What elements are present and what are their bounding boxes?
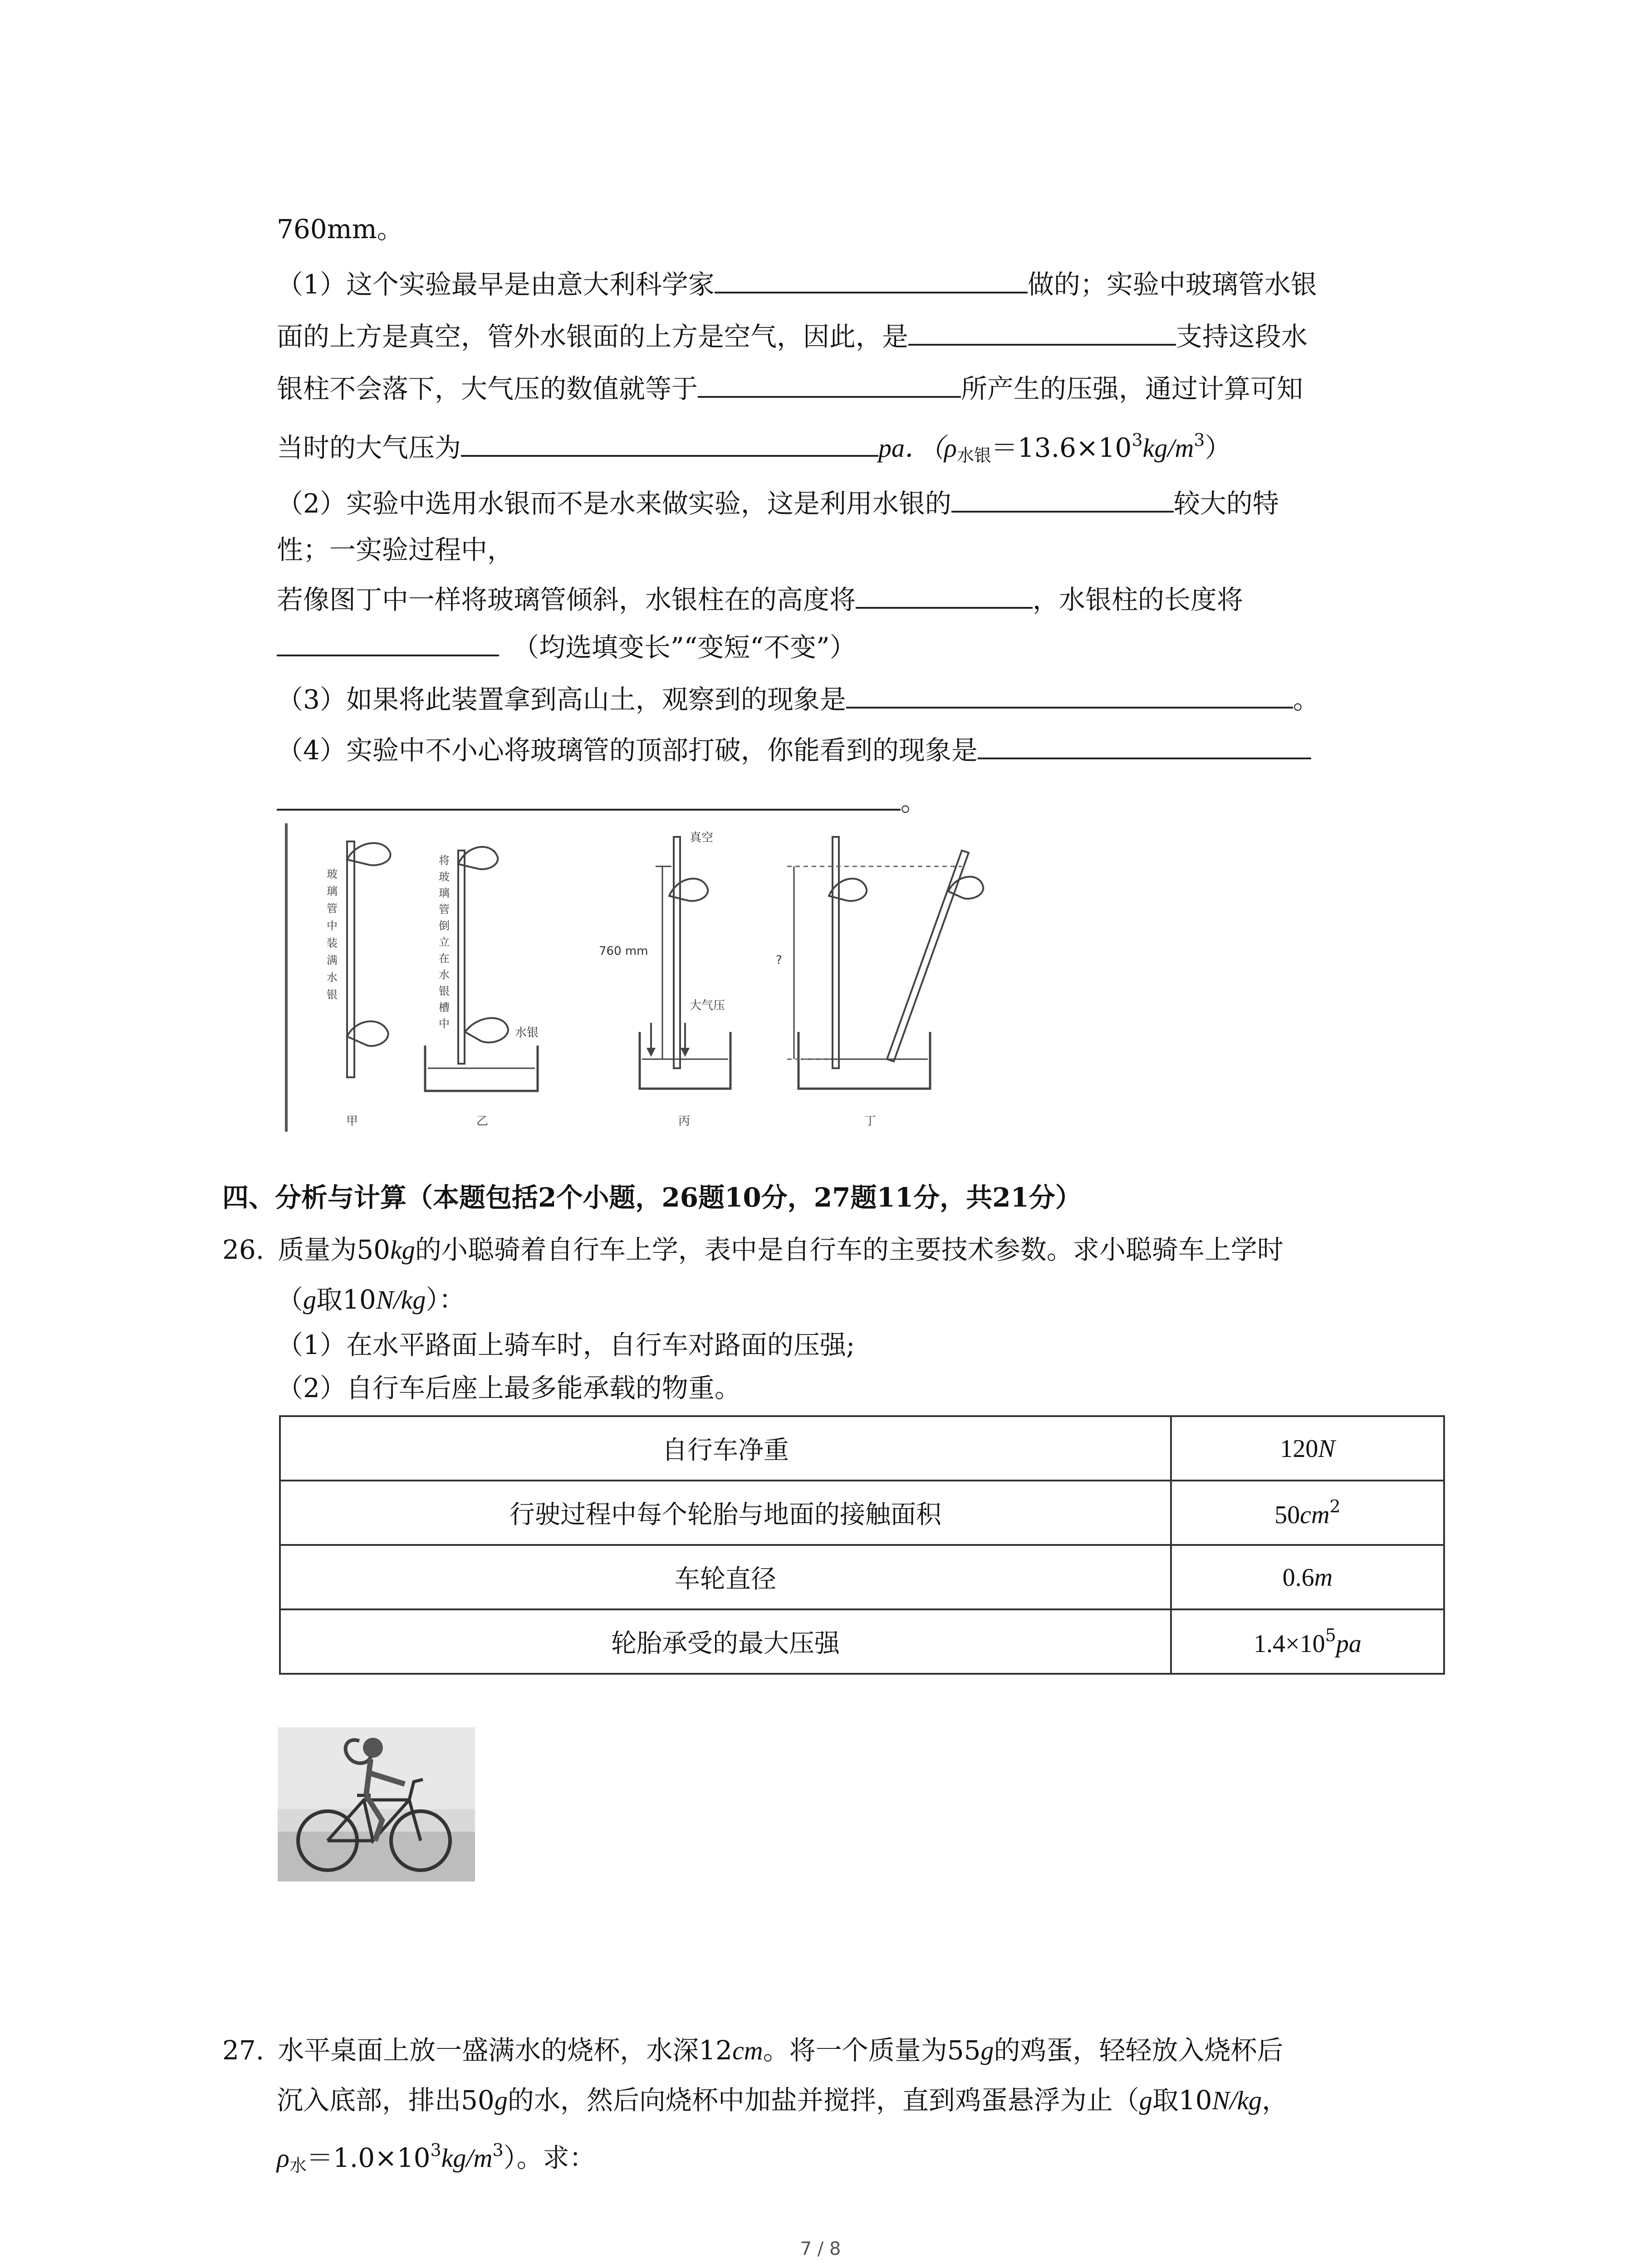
text: （3）如果将此装置拿到高山土，观察到的现象是	[277, 684, 846, 715]
text: 水平桌面上放一盛满水的烧杯，水深12	[278, 2035, 733, 2066]
superscript: 3	[492, 2140, 504, 2160]
text: 做的；实验中玻璃管水银	[1027, 269, 1317, 300]
answer-blank-scientist[interactable]	[715, 265, 1028, 293]
unit: cm	[732, 2036, 763, 2065]
text: ＝1.0×10	[306, 2142, 431, 2173]
answer-blank-height[interactable]	[856, 581, 1033, 609]
figure-yi	[425, 847, 539, 1128]
question-27	[222, 2032, 1283, 2069]
text-line	[277, 628, 856, 665]
glass-tube	[347, 841, 354, 1077]
hand-icon	[347, 1022, 388, 1046]
arrow-head-icon	[647, 1048, 656, 1057]
rho-symbol: ρ	[944, 433, 957, 463]
value-number: 50	[1274, 1501, 1300, 1529]
text: 若像图丁中一样将玻璃管倾斜，水银柱在的高度将	[277, 584, 856, 615]
hand-icon	[669, 879, 708, 901]
answer-blank-pressure[interactable]	[461, 429, 878, 457]
text: 取10	[316, 1284, 376, 1315]
table-cell-label: 行驶过程中每个轮胎与地面的接触面积	[280, 1481, 1171, 1545]
text: （1）这个实验最早是由意大利科学家	[277, 269, 715, 300]
text-760mm: 760mm。	[277, 214, 403, 244]
text: 当时的大气压为	[277, 432, 461, 463]
bicycle-spec-table	[279, 1415, 1445, 1675]
label-question-mark: ?	[776, 953, 782, 967]
caption-jia: 甲	[346, 1114, 358, 1128]
caption-ding: 丁	[864, 1114, 877, 1128]
unit: g	[494, 2086, 508, 2115]
vertical-label-char: 管	[327, 902, 338, 915]
section-heading	[222, 1179, 1082, 1216]
text: 取10	[1152, 2085, 1212, 2116]
label-760mm: 760 mm	[599, 944, 648, 958]
text: ＝13.6×10	[991, 432, 1132, 463]
text-line	[277, 1281, 465, 1318]
vertical-label-char: 中	[327, 919, 338, 932]
text: pa．（	[878, 433, 945, 463]
text: （2）自行车后座上最多能承载的物重。	[277, 1373, 741, 1403]
unit: N/kg	[1212, 2086, 1262, 2115]
text: （1）在水平路面上骑车时，自行车对路面的压强;	[277, 1330, 855, 1360]
text: 。	[901, 786, 927, 817]
label-mercury: 水银	[515, 1026, 539, 1040]
vertical-label-char: 满	[327, 954, 338, 967]
vertical-label-char: 槽	[439, 1001, 450, 1014]
vertical-label-char: 在	[439, 952, 450, 965]
value-number: 0.6	[1282, 1563, 1314, 1592]
table-cell-value	[1171, 1545, 1444, 1609]
subscript: 水银	[956, 445, 991, 465]
question-25-part-1	[277, 265, 1317, 303]
text-line	[277, 532, 514, 568]
unit: N/kg	[376, 1285, 426, 1315]
table-cell-label: 自行车净重	[280, 1416, 1171, 1481]
superscript: 3	[1132, 430, 1143, 450]
vertical-label-char: 银	[327, 988, 338, 1001]
vertical-label-char: 银	[439, 985, 450, 997]
text: 银柱不会落下，大气压的数值就等于	[277, 373, 698, 404]
table-row	[280, 1545, 1444, 1609]
text: 沉入底部，排出50	[277, 2085, 495, 2116]
vertical-label-char: 水	[327, 971, 338, 984]
rho-symbol: ρ	[277, 2143, 289, 2173]
table-row	[280, 1481, 1444, 1545]
text: ，	[1262, 2085, 1288, 2116]
text-line	[277, 318, 1308, 355]
table-cell-value	[1171, 1481, 1444, 1545]
answer-blank-mountain[interactable]	[846, 680, 1293, 709]
question-number: 27.	[222, 2035, 265, 2066]
superscript: 5	[1325, 1625, 1336, 1645]
vertical-label-char: 水	[439, 968, 450, 981]
unit: g	[980, 2036, 994, 2065]
subscript: 水	[289, 2156, 307, 2175]
text: ）。求：	[503, 2142, 596, 2173]
figure-yi-label	[439, 854, 450, 1030]
text: ）：	[426, 1284, 465, 1315]
mercury-trough	[798, 1032, 930, 1089]
value-unit: m	[1314, 1563, 1333, 1592]
rider-head-icon	[363, 1738, 383, 1758]
figure-jia-label	[327, 868, 338, 1001]
value-unit: N	[1318, 1434, 1335, 1463]
glass-tube	[674, 837, 680, 1068]
text-line	[277, 2082, 1288, 2119]
vertical-label-char: 倒	[439, 919, 450, 932]
section-heading-text: 四、分析与计算（本题包括2个小题，26题10分，27题11分，共21分）	[222, 1182, 1082, 1213]
table-cell-label: 车轮直径	[280, 1545, 1171, 1609]
hand-icon	[829, 879, 867, 901]
text: 的小聪骑着自行车上学，表中是自行车的主要技术参数。求小聪骑车上学时	[415, 1234, 1283, 1265]
vertical-label-char: 立	[439, 936, 450, 948]
vertical-label-char: 玻	[327, 868, 338, 880]
superscript: 2	[1329, 1496, 1341, 1516]
vertical-label-char: 玻	[439, 870, 450, 883]
symbol-g: g	[303, 1285, 317, 1315]
label-atmospheric-pressure: 大气压	[690, 999, 725, 1012]
value-unit: cm	[1300, 1501, 1330, 1529]
answer-blank-support[interactable]	[908, 318, 1176, 346]
text-line	[277, 211, 403, 247]
unit: kg	[390, 1235, 415, 1265]
question-26-part-2	[277, 1370, 741, 1406]
vertical-label-char: 管	[439, 903, 450, 916]
text-line	[277, 581, 1243, 618]
question-26	[222, 1232, 1283, 1268]
answer-blank-equal[interactable]	[698, 370, 961, 398]
figure-bing	[599, 831, 730, 1128]
question-25-part-4	[277, 731, 1311, 768]
page-number: 7 / 8	[800, 2239, 841, 2259]
text: （	[277, 1284, 304, 1315]
vertical-label-char: 中	[439, 1017, 450, 1030]
value-number: 120	[1280, 1434, 1318, 1463]
question-25-part-3	[277, 680, 1319, 718]
torricelli-experiment-figure	[279, 823, 1132, 1141]
arrow-head-icon	[681, 1048, 690, 1057]
text: 。将一个质量为55	[763, 2035, 981, 2066]
superscript: 3	[1194, 430, 1205, 450]
question-number: 26.	[222, 1234, 265, 1265]
answer-blank-broken-top[interactable]	[978, 731, 1311, 759]
vertical-label-char: 璃	[327, 885, 338, 898]
text: 性；一实验过程中，	[277, 534, 514, 565]
text: （均选填变长”“变短“不变”）	[513, 632, 856, 663]
symbol-g: g	[1139, 2086, 1152, 2115]
question-26-part-1	[277, 1327, 855, 1363]
answer-blank-length[interactable]	[277, 628, 499, 656]
answer-blank-broken-top-cont[interactable]	[277, 782, 901, 811]
unit: kg/m	[441, 2143, 493, 2173]
text-line	[277, 2132, 596, 2184]
caption-bing: 丙	[678, 1114, 691, 1128]
value-number: 1.4×10	[1254, 1629, 1325, 1658]
text-line	[277, 370, 1303, 407]
text-line	[277, 782, 927, 820]
value-unit: pa	[1336, 1629, 1362, 1658]
unit: kg/m	[1142, 433, 1194, 463]
table-row	[280, 1609, 1444, 1674]
caption-yi: 乙	[476, 1114, 489, 1128]
text: ）	[1205, 432, 1231, 463]
text: （2）实验中选用水银而不是水来做实验，这是利用水银的	[277, 488, 951, 519]
text: 较大的特	[1173, 488, 1279, 519]
text: （4）实验中不小心将玻璃管的顶部打破，你能看到的现象是	[277, 735, 978, 766]
table-cell-label: 轮胎承受的最大压强	[280, 1609, 1171, 1674]
table-row	[280, 1416, 1444, 1481]
figure-jia	[327, 841, 391, 1128]
glass-tube-vertical	[833, 837, 839, 1068]
label-vacuum: 真空	[690, 831, 714, 845]
text: 质量为50	[278, 1234, 391, 1265]
bicycle-rider-image	[278, 1727, 475, 1882]
text: 。	[1293, 684, 1319, 715]
answer-blank-density[interactable]	[951, 484, 1174, 513]
vertical-label-char: 装	[327, 937, 338, 949]
vertical-label-char: 将	[439, 854, 450, 867]
text: 的水，然后向烧杯中加盐并搅拌，直到鸡蛋悬浮为止（	[507, 2085, 1139, 2116]
glass-tube	[458, 850, 465, 1064]
text: 支持这段水	[1176, 321, 1308, 352]
table-cell-value	[1171, 1609, 1444, 1674]
hand-icon	[465, 1018, 508, 1042]
text: ，水银柱的长度将	[1033, 584, 1244, 615]
text: 所产生的压强，通过计算可知	[961, 373, 1303, 404]
text: 的鸡蛋，轻轻放入烧杯后	[994, 2035, 1283, 2066]
figure-ding	[776, 837, 983, 1128]
superscript: 3	[430, 2140, 441, 2160]
question-25-part-2	[277, 484, 1279, 522]
vertical-label-char: 璃	[439, 887, 450, 899]
text-line	[277, 422, 1231, 474]
text: 面的上方是真空，管外水银面的上方是空气，因此，是	[277, 321, 909, 352]
table-cell-value	[1171, 1416, 1444, 1481]
